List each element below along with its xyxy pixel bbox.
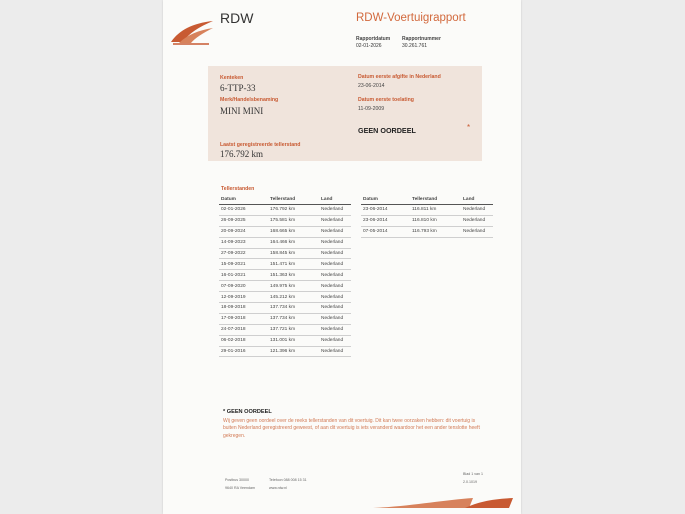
cell-country: Nederland (319, 215, 351, 226)
report-date: 02-01-2026 (356, 43, 382, 49)
header-date: Datum (361, 196, 410, 205)
report-date-label: Rapportdatum (356, 36, 391, 42)
footnote-title: * GEEN OORDEEL (223, 409, 272, 415)
verdict-star: * (467, 123, 471, 132)
cell-reading: 145.212 km (268, 292, 319, 303)
cell-country: Nederland (319, 313, 351, 324)
report-number: 30.261.761 (402, 43, 428, 49)
cell-country: Nederland (319, 281, 351, 292)
table-row (219, 281, 351, 292)
cell-reading: 121.396 km (268, 346, 319, 357)
cell-reading: 116.811 km (410, 205, 461, 216)
table-row (219, 324, 351, 335)
cell-country: Nederland (319, 292, 351, 303)
verdict: GEEN OORDEEL (358, 126, 416, 135)
footer-page: Blad 1 van 1 (463, 472, 483, 476)
report-date-block (356, 36, 390, 50)
report-title: RDW-Voertuigrapport (356, 12, 466, 24)
cell-date: 20-09-2024 (219, 226, 268, 237)
cell-reading: 168.665 km (268, 226, 319, 237)
table-row (361, 205, 493, 216)
table-row (219, 259, 351, 270)
cell-date: 26-09-2025 (219, 215, 268, 226)
odometer-value: 176.792 km (220, 149, 264, 159)
make-value: MINI MINI (220, 106, 264, 116)
cell-date: 17-09-2018 (219, 313, 268, 324)
cell-reading: 176.792 km (268, 205, 319, 216)
table-row (219, 292, 351, 303)
cell-date: 27-09-2022 (219, 248, 268, 259)
cell-date: 06-02-2018 (219, 335, 268, 346)
header-country: Land (461, 196, 493, 205)
cell-date: 29-01-2016 (219, 346, 268, 357)
cell-country: Nederland (319, 248, 351, 259)
plate-value: 6-TTP-33 (220, 83, 256, 93)
report-number-block (402, 36, 441, 50)
cell-reading: 151.471 km (268, 259, 319, 270)
cell-country: Nederland (461, 205, 493, 216)
cell-reading: 137.721 km (268, 324, 319, 335)
cell-reading: 116.793 km (410, 226, 461, 237)
footer-website: www.rdw.nl (269, 486, 287, 490)
brand-name: RDW (220, 10, 254, 26)
footer-swoosh-icon (373, 496, 513, 510)
cell-country: Nederland (461, 226, 493, 237)
cell-reading: 131.001 km (268, 335, 319, 346)
table-row (219, 205, 351, 216)
cell-reading: 137.734 km (268, 313, 319, 324)
footer-phone: Telefoon 088 008 15 31 (269, 478, 307, 482)
cell-country: Nederland (319, 324, 351, 335)
header-reading: Tellerstand (410, 196, 461, 205)
first-nl-label: Datum eerste afgifte in Nederland (358, 74, 441, 80)
cell-reading: 164.466 km (268, 237, 319, 248)
cell-country: Nederland (319, 335, 351, 346)
cell-country: Nederland (319, 226, 351, 237)
footer-page-info (463, 470, 483, 486)
odometer-table-right (361, 196, 493, 238)
cell-country: Nederland (319, 205, 351, 216)
cell-reading: 116.810 km (410, 215, 461, 226)
cell-reading: 175.581 km (268, 215, 319, 226)
cell-country: Nederland (461, 215, 493, 226)
cell-reading: 151.363 km (268, 270, 319, 281)
table-row (361, 226, 493, 237)
table-header-row (361, 196, 493, 205)
table-row (361, 215, 493, 226)
cell-country: Nederland (319, 270, 351, 281)
table-header-row (219, 196, 351, 205)
table-row (219, 335, 351, 346)
cell-reading: 137.734 km (268, 303, 319, 314)
header-reading: Tellerstand (268, 196, 319, 205)
cell-date: 16-01-2021 (219, 270, 268, 281)
table-row (219, 346, 351, 357)
footer-address-line2: 9640 RA Veendam (225, 486, 255, 490)
header-date: Datum (219, 196, 268, 205)
cell-date: 14-09-2023 (219, 237, 268, 248)
cell-date: 15-09-2021 (219, 259, 268, 270)
cell-date: 07-09-2020 (219, 281, 268, 292)
first-nl-value: 23-06-2014 (358, 83, 385, 89)
table-row (219, 303, 351, 314)
first-admission-value: 11-09-2009 (358, 106, 385, 112)
cell-country: Nederland (319, 259, 351, 270)
cell-country: Nederland (319, 303, 351, 314)
footer-version: 2.0.1019 (463, 480, 477, 484)
cell-date: 23-06-2014 (361, 215, 410, 226)
rdw-logo-icon (169, 18, 215, 46)
table-row (219, 270, 351, 281)
header-country: Land (319, 196, 351, 205)
cell-reading: 149.975 km (268, 281, 319, 292)
plate-label: Kenteken (220, 75, 244, 81)
footer-address-line1: Postbus 30000 (225, 478, 249, 482)
footer-contact (269, 476, 307, 492)
cell-reading: 158.845 km (268, 248, 319, 259)
cell-date: 23-06-2014 (361, 205, 410, 216)
footer-address (225, 476, 255, 492)
cell-date: 18-09-2018 (219, 303, 268, 314)
table-row (219, 226, 351, 237)
cell-date: 24-07-2018 (219, 324, 268, 335)
cell-date: 02-01-2026 (219, 205, 268, 216)
odometer-label: Laatst geregistreerde tellerstand (220, 142, 301, 148)
footnote-text: Wij geven geen oordeel over de reeks tellerstanden van dit voertuig. Dit kan twee oorzaken hebben: dit voertuig is buiten Nederland geregistreerd geweest, of aan dit voertuig is iets veranderd waardoor het een ander tenslotte heeft gekregen. (223, 418, 480, 439)
vehicle-summary-panel (208, 66, 482, 161)
table-row (219, 215, 351, 226)
table-row (219, 237, 351, 248)
report-number-label: Rapportnummer (402, 36, 441, 42)
make-label: Merk/Handelsbenaming (220, 97, 279, 103)
report-page (163, 0, 521, 514)
cell-date: 07-05-2014 (361, 226, 410, 237)
cell-date: 12-09-2019 (219, 292, 268, 303)
cell-country: Nederland (319, 237, 351, 248)
odometer-table-left (219, 196, 351, 357)
table-row (219, 313, 351, 324)
cell-country: Nederland (319, 346, 351, 357)
first-admission-label: Datum eerste toelating (358, 97, 414, 103)
odometer-section-title: Tellerstanden (221, 186, 255, 192)
table-row (219, 248, 351, 259)
